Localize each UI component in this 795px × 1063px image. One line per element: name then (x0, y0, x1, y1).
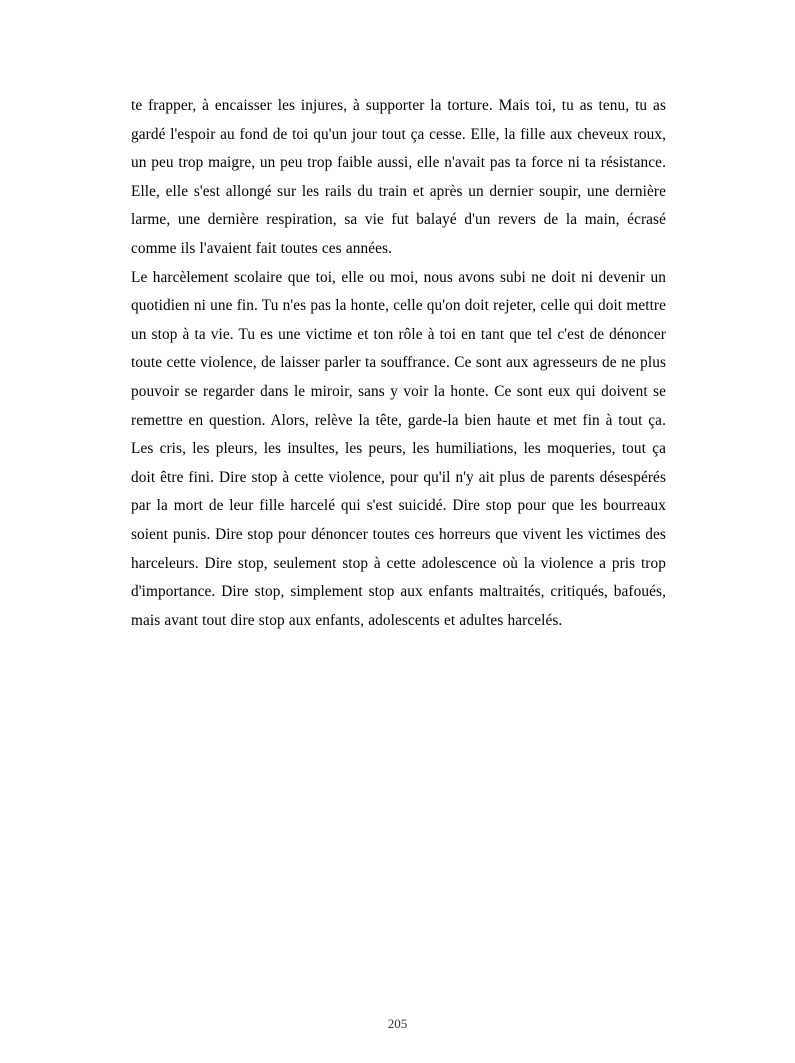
paragraph: te frapper, à encaisser les injures, à supporter la torture. Mais toi, tu as tenu, tu as gardé l'espoir au fond de toi qu'un jour tout ça cesse. Elle, la fille aux cheveux roux, un peu trop maigre, un peu trop faible aussi, elle n'avait pas ta force ni ta résistance. Elle, elle s'est allongé sur les rails du train et après un dernier soupir, une dernière larme, une dernière respiration, sa vie fut balayé d'un revers de la main, écrasé comme ils l'avaient fait toutes ces années. (131, 97, 666, 257)
body-text (131, 92, 666, 635)
paragraph: Le harcèlement scolaire que toi, elle ou moi, nous avons subi ne doit ni devenir un quotidien ni une fin. Tu n'es pas la honte, celle qu'on doit rejeter, celle qui doit mettre un stop à ta vie. Tu es une victime et ton rôle à toi en tant que tel c'est de dénoncer toute cette violence, de laisser parler ta souffrance. Ce sont aux agresseurs de ne plus pouvoir se regarder dans le miroir, sans y voir la honte. Ce sont eux qui doivent se remettre en question. Alors, relève la tête, garde-la bien haute et met fin à tout ça. Les cris, les pleurs, les insultes, les peurs, les humiliations, les moqueries, tout ça doit être fini. Dire stop à cette violence, pour qu'il n'y ait plus de parents désespérés par la mort de leur fille harcelé qui s'est suicidé. Dire stop pour que les bourreaux soient punis. Dire stop pour dénoncer toutes ces horreurs que vivent les victimes des harceleurs. Dire stop, seulement stop à cette adolescence où la violence a pris trop d'importance. Dire stop, simplement stop aux enfants maltraités, critiqués, bafoués, mais avant tout dire stop aux enfants, adolescents et adultes harcelés. (131, 268, 666, 629)
page-number: 205 (387, 1016, 408, 1031)
